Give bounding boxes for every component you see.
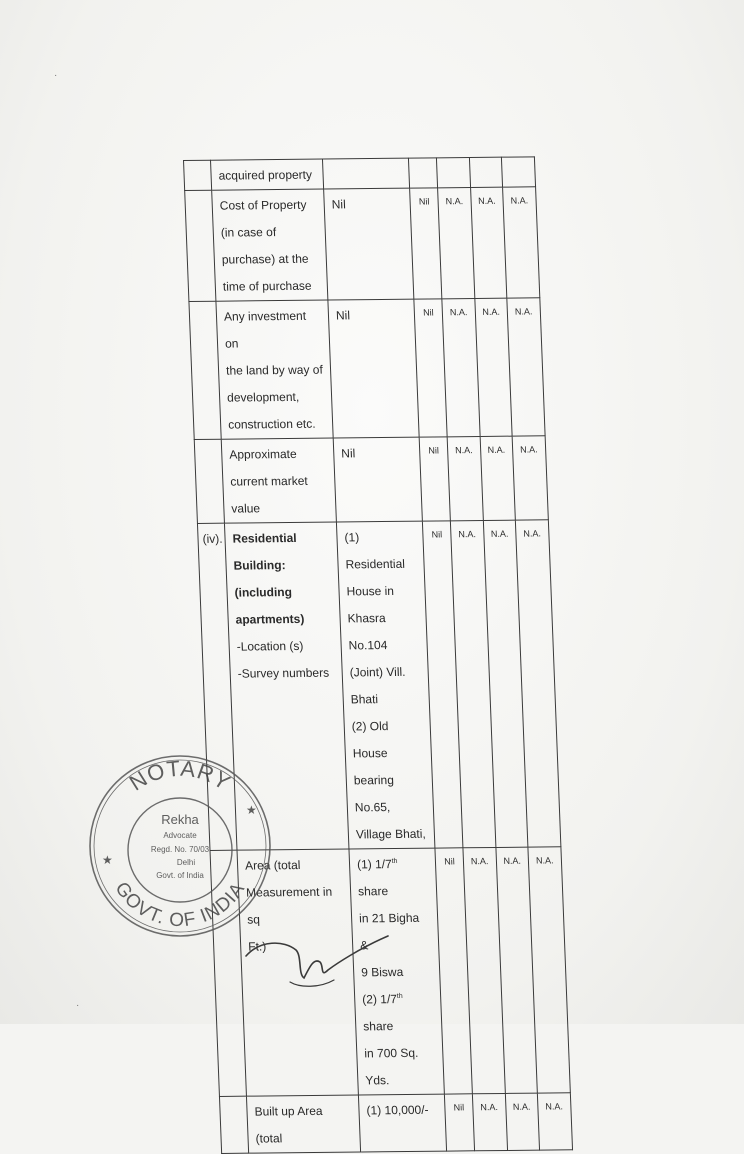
value-cell: N.A.	[505, 1093, 540, 1150]
description-line: -Survey numbers	[237, 665, 330, 681]
svg-text:NOTARY: NOTARY	[124, 755, 236, 796]
value-cell: Nil	[422, 521, 463, 848]
value-cell: Nil	[444, 1094, 474, 1151]
description-line: Any investment on	[223, 308, 307, 351]
description-line: value	[231, 501, 261, 516]
item-detail-cell	[358, 1094, 446, 1152]
detail-line: (1) 1/7th share	[356, 857, 398, 899]
detail-line: in 700 Sq. Yds.	[364, 1045, 419, 1088]
description-line: Residential	[232, 530, 297, 546]
description-line: Cost of Property	[219, 197, 307, 213]
item-description-cell	[211, 159, 324, 190]
item-detail-cell	[336, 521, 435, 849]
svg-text:Regd. No. 70/03: Regd. No. 70/03	[150, 845, 210, 854]
value-cell: Nil	[410, 188, 442, 299]
value-cell: N.A.	[512, 436, 548, 520]
value-cell: N.A.	[495, 847, 537, 1093]
detail-line: bearing No.65,	[353, 773, 395, 815]
row-number-cell	[219, 1096, 248, 1153]
value-cell	[436, 158, 470, 188]
handwritten-signature	[240, 922, 400, 992]
value-cell: N.A.	[483, 520, 528, 847]
description-line: current market	[230, 473, 308, 489]
svg-text:★: ★	[246, 803, 257, 817]
detail-line: Khasra No.104	[347, 611, 388, 653]
detail-line: 9 Biswa	[360, 964, 404, 980]
item-description-cell	[212, 189, 328, 301]
svg-text:Rekha: Rekha	[161, 812, 199, 827]
value-cell: N.A.	[528, 847, 570, 1093]
table-row	[194, 436, 548, 524]
description-line: construction etc.	[227, 416, 316, 432]
paper-speck: ·	[54, 70, 58, 81]
item-detail-cell	[328, 299, 419, 438]
table-row	[219, 1093, 572, 1154]
detail-line: Nil	[335, 308, 351, 323]
detail-line: Village Bhati,	[355, 826, 426, 842]
item-description-cell	[246, 1095, 360, 1153]
value-cell: N.A.	[474, 298, 512, 436]
item-description-cell	[216, 300, 333, 439]
table-row	[185, 187, 540, 302]
table-body	[184, 157, 573, 1154]
detail-line: Bhati	[350, 692, 379, 707]
svg-text:Advocate: Advocate	[163, 831, 197, 840]
detail-line: (1) 10,000/-	[366, 1102, 429, 1118]
description-line: purchase) at the	[221, 251, 309, 267]
value-cell: N.A.	[450, 520, 495, 847]
item-detail-cell	[333, 437, 422, 522]
row-number-cell	[184, 160, 212, 190]
row-number-cell: (iv).	[197, 523, 237, 850]
item-description-cell	[221, 438, 336, 523]
description-line: Built up Area (total	[254, 1103, 323, 1146]
description-line: development,	[226, 389, 300, 405]
svg-text:GOVT. OF INDIA: GOVT. OF INDIA	[110, 878, 250, 932]
description-line: time of purchase	[222, 278, 312, 294]
table-row	[184, 157, 536, 191]
value-cell: N.A.	[503, 187, 540, 298]
description-line: acquired property	[218, 167, 313, 183]
value-cell: N.A.	[463, 847, 505, 1093]
value-cell	[408, 158, 437, 188]
description-line: (including	[234, 585, 293, 600]
svg-text:★: ★	[102, 853, 113, 867]
value-cell	[469, 157, 503, 187]
item-detail-cell	[322, 158, 409, 189]
detail-line: House in	[346, 583, 395, 599]
row-number-cell	[185, 190, 216, 301]
svg-text:Govt. of India: Govt. of India	[156, 871, 204, 880]
value-cell: Nil	[414, 299, 447, 437]
value-cell: N.A.	[438, 188, 475, 299]
detail-line: (1) Residential	[344, 530, 406, 572]
value-cell: N.A.	[470, 187, 507, 298]
value-cell	[501, 157, 535, 187]
value-cell: N.A.	[537, 1093, 572, 1150]
detail-line: in 21 Bigha &	[358, 910, 420, 953]
asset-declaration-table	[183, 156, 573, 1154]
description-line: -Location (s)	[236, 638, 304, 654]
detail-line: Nil	[331, 197, 346, 212]
notary-seal-stamp	[86, 752, 274, 940]
description-line: Measurement in sq	[245, 884, 333, 927]
description-line: Approximate	[229, 446, 297, 462]
description-line: Area (total	[244, 858, 301, 873]
value-cell: N.A.	[442, 298, 480, 436]
detail-line: Nil	[341, 446, 356, 461]
value-cell: N.A.	[480, 436, 516, 520]
detail-line: (Joint) Vill.	[349, 664, 406, 680]
row-number-cell	[194, 439, 224, 523]
value-cell: N.A.	[447, 436, 483, 520]
description-line: apartments)	[235, 611, 305, 627]
description-line: the land by way of	[225, 362, 324, 378]
description-line: Ft.)	[247, 939, 267, 954]
value-cell: Nil	[435, 848, 472, 1094]
item-detail-cell	[324, 188, 414, 300]
value-cell: N.A.	[472, 1093, 507, 1150]
description-line: (in case of	[220, 225, 277, 240]
value-cell: Nil	[419, 437, 450, 521]
detail-line: (2) Old House	[351, 719, 389, 761]
detail-line: (2) 1/7th share	[361, 992, 403, 1034]
svg-text:Delhi: Delhi	[176, 858, 196, 867]
description-line: Building:	[233, 558, 286, 573]
table-row	[189, 298, 545, 440]
value-cell: N.A.	[515, 520, 560, 847]
paper-speck: ·	[76, 1000, 80, 1011]
value-cell: N.A.	[507, 298, 545, 436]
